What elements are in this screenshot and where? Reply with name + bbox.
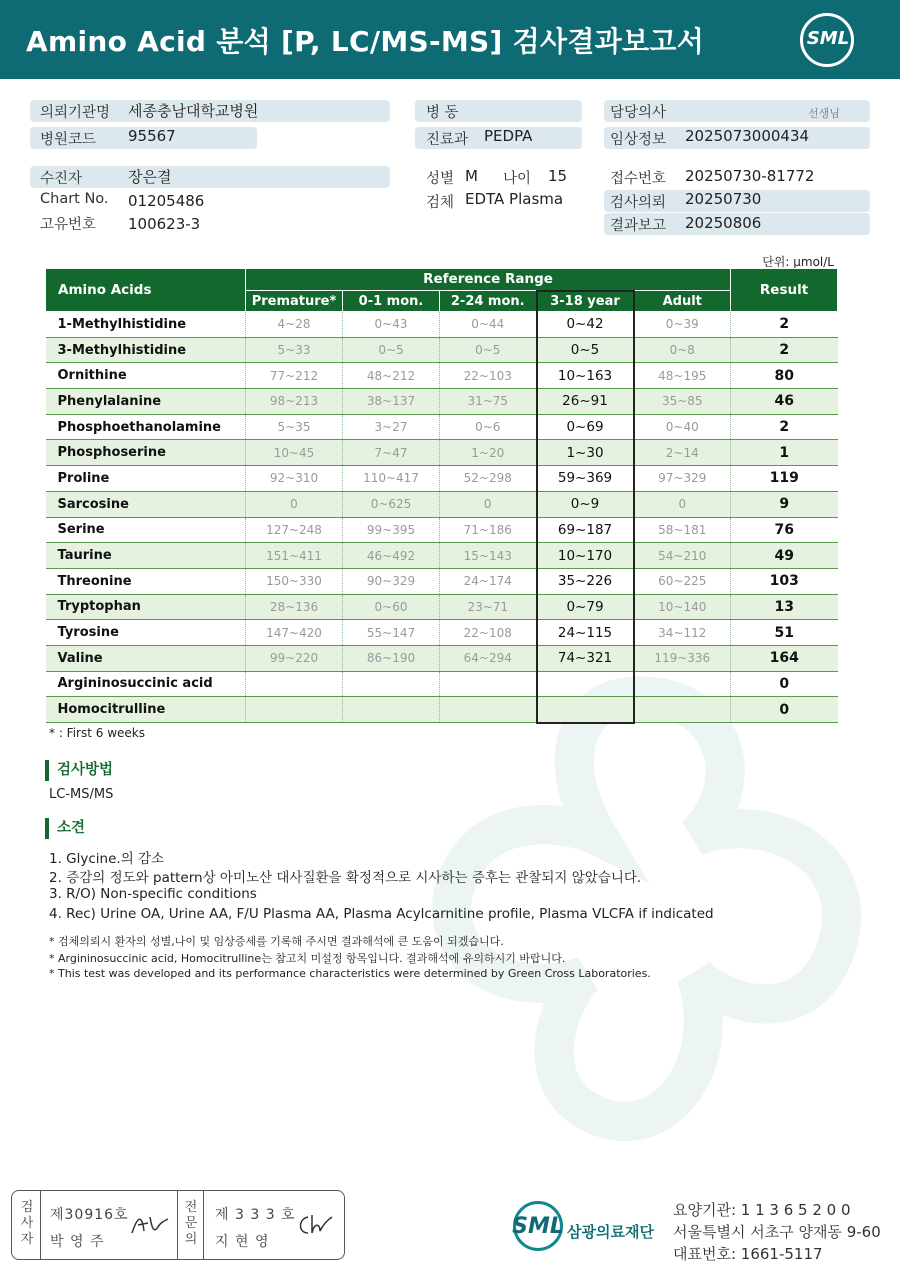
table-row (46, 414, 838, 440)
sig-divider (177, 1191, 178, 1259)
tester-license: 제30916호 (50, 1207, 129, 1223)
reference-range-cell: 0~8 (634, 337, 731, 363)
reference-range-cell: 4~28 (246, 312, 343, 338)
patient-label: 수진자 (40, 171, 83, 187)
reference-range-cell: 0~44 (440, 312, 537, 338)
dept-label: 진료과 (426, 132, 469, 148)
unit-label: 단위: µmol/L (762, 255, 834, 269)
reference-range-cell: 0~42 (537, 312, 634, 338)
signature-vertical-label: 전 문 의 (184, 1200, 198, 1247)
specialist-label (181, 1200, 201, 1248)
ref-col-header: Premature* (246, 291, 343, 312)
result-cell: 49 (731, 543, 838, 569)
result-cell: 9 (731, 491, 838, 517)
result-cell: 0 (731, 697, 838, 723)
note-line: * Argininosuccinic acid, Homocitrulline는 참고치 미설정 항목입니다. 결과해석에 유의하시기 바랍니다. (49, 952, 566, 965)
amino-acid-rows (46, 312, 838, 723)
amino-acid-table (45, 268, 838, 724)
reference-range-cell (246, 671, 343, 697)
reference-range-cell: 38~137 (343, 389, 440, 415)
tester-name: 박 영 주 (50, 1234, 105, 1250)
reference-range-cell: 90~329 (343, 568, 440, 594)
reference-range-cell: 0 (634, 491, 731, 517)
specialist-signature-icon (294, 1211, 336, 1237)
report-header (0, 0, 900, 79)
amino-acid-name: Tryptophan (46, 594, 246, 620)
reference-range-cell (343, 671, 440, 697)
table-row (46, 620, 838, 646)
reference-range-cell: 0~5 (440, 337, 537, 363)
age-label: 나이 (503, 171, 532, 187)
ref-col-header-highlight: 3-18 year (537, 291, 634, 312)
reference-range-cell: 23~71 (440, 594, 537, 620)
doctor-label: 담당의사 (610, 105, 667, 121)
findings-heading: 소견 (45, 818, 85, 839)
org-name: 삼광의료재단 (567, 1223, 654, 1241)
hospital-code-label: 병원코드 (40, 132, 97, 148)
ref-col-header: 2-24 mon. (440, 291, 537, 312)
amino-acid-name: Serine (46, 517, 246, 543)
chart-label: Chart No. (40, 191, 109, 207)
specialist-name: 지 현 영 (215, 1234, 270, 1250)
reference-range-cell: 1~30 (537, 440, 634, 466)
col-header-name: Amino Acids (46, 269, 246, 312)
reference-range-cell: 0~69 (537, 414, 634, 440)
unique-label: 고유번호 (40, 217, 97, 233)
reference-range-cell: 28~136 (246, 594, 343, 620)
sex-value: M (465, 167, 478, 185)
reference-range-cell: 71~186 (440, 517, 537, 543)
reference-range-cell: 151~411 (246, 543, 343, 569)
reference-range-cell: 97~329 (634, 466, 731, 492)
reference-range-cell: 0~40 (634, 414, 731, 440)
age-value: 15 (548, 167, 568, 185)
reference-range-cell: 0~6 (440, 414, 537, 440)
table-row (46, 312, 838, 338)
reference-range-cell: 74~321 (537, 645, 634, 671)
result-cell: 1 (731, 440, 838, 466)
result-cell: 13 (731, 594, 838, 620)
reference-range-cell (537, 671, 634, 697)
col-header-ref: Reference Range (246, 269, 731, 291)
table-row (46, 363, 838, 389)
table-row (46, 543, 838, 569)
reference-range-cell: 127~248 (246, 517, 343, 543)
amino-acid-name: 1-Methylhistidine (46, 312, 246, 338)
reference-range-cell (246, 697, 343, 723)
sex-label: 성별 (426, 171, 455, 187)
tester-signature-icon (130, 1211, 172, 1237)
unique-value: 100623-3 (128, 215, 201, 233)
reference-range-cell (343, 697, 440, 723)
table-row (46, 440, 838, 466)
reference-range-cell: 24~174 (440, 568, 537, 594)
reference-range-cell: 0 (246, 491, 343, 517)
reference-range-cell: 147~420 (246, 620, 343, 646)
table-row (46, 671, 838, 697)
ref-col-header: 0-1 mon. (343, 291, 440, 312)
reference-range-cell: 5~33 (246, 337, 343, 363)
result-cell: 2 (731, 337, 838, 363)
result-cell: 46 (731, 389, 838, 415)
method-heading: 검사방법 (45, 760, 113, 781)
reference-range-cell (440, 671, 537, 697)
reference-range-cell: 24~115 (537, 620, 634, 646)
clinical-info-label: 임상정보 (610, 132, 667, 148)
table-row (46, 697, 838, 723)
result-cell: 51 (731, 620, 838, 646)
ward-label: 병 동 (426, 105, 459, 121)
note-line: * 검체의뢰시 환자의 성별,나이 및 임상증세를 기록해 주시면 결과해석에 큰 도움이 되겠습니다. (49, 935, 504, 948)
reference-range-cell: 99~220 (246, 645, 343, 671)
reference-range-cell (634, 671, 731, 697)
patient-bar (30, 166, 390, 188)
reference-range-cell: 92~310 (246, 466, 343, 492)
sig-divider (40, 1191, 41, 1259)
ref-col-header: Adult (634, 291, 731, 312)
amino-acid-name: Threonine (46, 568, 246, 594)
reference-range-cell: 10~163 (537, 363, 634, 389)
amino-acid-name: Proline (46, 466, 246, 492)
reference-range-cell: 99~395 (343, 517, 440, 543)
finding-line: 3. R/O) Non-specific conditions (49, 886, 257, 902)
reference-range-cell: 110~417 (343, 466, 440, 492)
doctor-suffix: 선생님 (808, 107, 840, 120)
reference-range-cell: 58~181 (634, 517, 731, 543)
method-text: LC-MS/MS (49, 787, 114, 802)
reference-range-cell: 0 (440, 491, 537, 517)
result-cell: 0 (731, 671, 838, 697)
reference-range-cell: 86~190 (343, 645, 440, 671)
reference-range-cell: 35~85 (634, 389, 731, 415)
reference-range-cell: 0~60 (343, 594, 440, 620)
amino-acid-name: Sarcosine (46, 491, 246, 517)
reference-range-cell: 10~170 (537, 543, 634, 569)
request-value: 20250730 (685, 190, 762, 208)
finding-line: 2. 증감의 정도와 pattern상 아미노산 대사질환을 확정적으로 시사하는 증후는 관찰되지 않았습니다. (49, 870, 642, 886)
reference-range-cell: 10~45 (246, 440, 343, 466)
hospital-code-value: 95567 (128, 127, 176, 145)
reference-range-cell: 0~5 (343, 337, 440, 363)
report-value: 20250806 (685, 214, 762, 232)
org-address: 서울특별시 서초구 양재동 9-60 (673, 1223, 881, 1241)
table-row (46, 337, 838, 363)
result-cell: 119 (731, 466, 838, 492)
signature-box (11, 1190, 345, 1260)
finding-line: 4. Rec) Urine OA, Urine AA, F/U Plasma AA, Plasma Acylcarnitine profile, Plasma VLCFA if indicated (49, 906, 714, 922)
amino-acid-name: Taurine (46, 543, 246, 569)
amino-acid-name: 3-Methylhistidine (46, 337, 246, 363)
reference-range-cell (440, 697, 537, 723)
reference-range-cell: 69~187 (537, 517, 634, 543)
result-cell: 164 (731, 645, 838, 671)
reference-range-cell: 59~369 (537, 466, 634, 492)
org-phone: 대표번호: 1661-5117 (673, 1245, 823, 1263)
reference-range-cell: 0~9 (537, 491, 634, 517)
reference-range-cell: 46~492 (343, 543, 440, 569)
result-cell: 2 (731, 312, 838, 338)
note-line: * This test was developed and its performance characteristics were determined by Green Cross Laboratories. (49, 967, 651, 980)
reference-range-cell: 26~91 (537, 389, 634, 415)
reference-range-cell: 2~14 (634, 440, 731, 466)
reference-range-cell (634, 697, 731, 723)
reference-range-cell: 35~226 (537, 568, 634, 594)
reference-range-cell: 31~75 (440, 389, 537, 415)
amino-acid-name: Phosphoethanolamine (46, 414, 246, 440)
reference-range-cell: 1~20 (440, 440, 537, 466)
sig-divider (203, 1191, 204, 1259)
amino-acid-name: Valine (46, 645, 246, 671)
receipt-value: 20250730-81772 (685, 167, 815, 185)
reference-range-cell: 0~625 (343, 491, 440, 517)
reference-range-cell: 54~210 (634, 543, 731, 569)
reference-range-cell: 5~35 (246, 414, 343, 440)
specimen-value: EDTA Plasma (465, 190, 564, 208)
result-cell: 80 (731, 363, 838, 389)
reference-range-cell: 119~336 (634, 645, 731, 671)
table-row (46, 645, 838, 671)
reference-range-cell: 60~225 (634, 568, 731, 594)
amino-acid-name: Tyrosine (46, 620, 246, 646)
reference-range-cell: 0~79 (537, 594, 634, 620)
reference-range-cell: 52~298 (440, 466, 537, 492)
table-row (46, 594, 838, 620)
report-title: Amino Acid 분석 [P, LC/MS-MS] 검사결과보고서 (26, 25, 705, 58)
reference-range-cell: 48~212 (343, 363, 440, 389)
reference-range-cell: 64~294 (440, 645, 537, 671)
amino-acid-name: Homocitrulline (46, 697, 246, 723)
table-row (46, 568, 838, 594)
reference-range-cell: 7~47 (343, 440, 440, 466)
specialist-license: 제 3 3 3 호 (215, 1207, 296, 1223)
reference-range-cell: 22~108 (440, 620, 537, 646)
amino-acid-name: Ornithine (46, 363, 246, 389)
reference-range-cell: 34~112 (634, 620, 731, 646)
amino-acid-name: Argininosuccinic acid (46, 671, 246, 697)
receipt-label: 접수번호 (610, 171, 667, 187)
reference-range-cell: 3~27 (343, 414, 440, 440)
sml-logo: SML (806, 28, 850, 49)
institution-label: 의뢰기관명 (40, 105, 111, 121)
reference-range-cell (537, 697, 634, 723)
col-header-result: Result (731, 269, 838, 312)
amino-acid-name: Phosphoserine (46, 440, 246, 466)
org-code: 요양기관: 1 1 3 6 5 2 0 0 (673, 1201, 851, 1219)
reference-range-cell: 150~330 (246, 568, 343, 594)
reference-range-cell: 0~39 (634, 312, 731, 338)
reference-range-cell: 55~147 (343, 620, 440, 646)
reference-range-cell: 0~5 (537, 337, 634, 363)
request-label: 검사의뢰 (610, 195, 667, 211)
patient-value: 장은결 (128, 168, 172, 186)
reference-range-cell: 98~213 (246, 389, 343, 415)
tester-label (17, 1200, 37, 1248)
reference-range-cell: 77~212 (246, 363, 343, 389)
reference-range-cell: 10~140 (634, 594, 731, 620)
reference-range-cell: 0~43 (343, 312, 440, 338)
table-row (46, 389, 838, 415)
clinical-info-value: 2025073000434 (685, 127, 810, 145)
table-footnote: * : First 6 weeks (49, 726, 145, 740)
chart-value: 01205486 (128, 192, 205, 210)
sml-footer-logo: SML (512, 1214, 564, 1239)
table-row (46, 466, 838, 492)
signature-vertical-label: 검 사 자 (20, 1200, 34, 1247)
report-label: 결과보고 (610, 218, 667, 234)
finding-line: 1. Glycine.의 감소 (49, 851, 165, 867)
reference-range-cell: 15~143 (440, 543, 537, 569)
table-row (46, 491, 838, 517)
reference-range-cell: 48~195 (634, 363, 731, 389)
reference-range-cell: 22~103 (440, 363, 537, 389)
amino-acid-name: Phenylalanine (46, 389, 246, 415)
dept-value: PEDPA (484, 127, 533, 145)
specimen-label: 검체 (426, 195, 455, 211)
result-cell: 103 (731, 568, 838, 594)
result-cell: 76 (731, 517, 838, 543)
institution-value: 세종충남대학교병원 (128, 102, 259, 120)
table-row (46, 517, 838, 543)
result-cell: 2 (731, 414, 838, 440)
